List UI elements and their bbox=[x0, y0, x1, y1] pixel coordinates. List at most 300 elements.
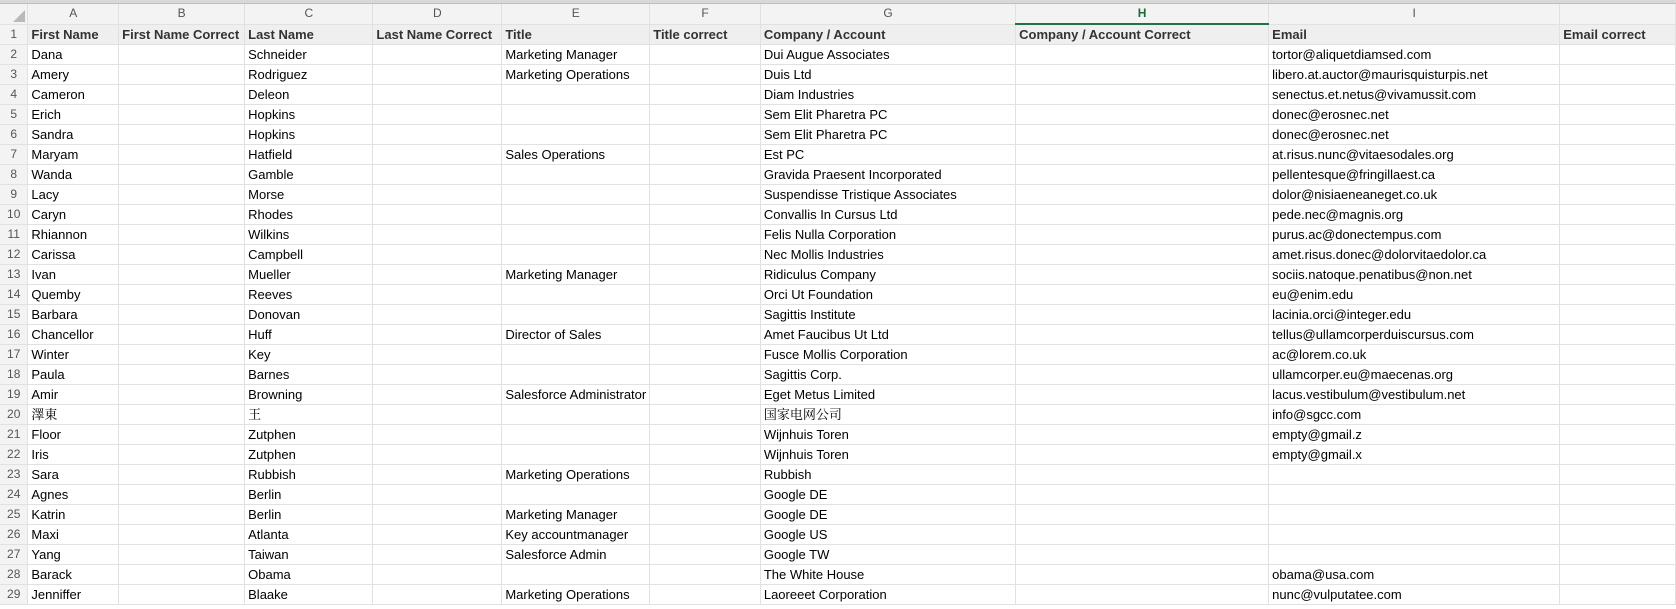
row-header[interactable]: 15 bbox=[0, 305, 28, 325]
cell[interactable] bbox=[1560, 65, 1676, 85]
cell[interactable] bbox=[373, 365, 502, 385]
cell[interactable]: Campbell bbox=[245, 245, 373, 265]
cell[interactable] bbox=[373, 305, 502, 325]
cell[interactable]: Dana bbox=[28, 45, 119, 65]
cell[interactable] bbox=[1269, 485, 1560, 505]
cell[interactable] bbox=[650, 105, 761, 125]
cell[interactable] bbox=[502, 165, 650, 185]
cell[interactable]: Google US bbox=[760, 525, 1015, 545]
cell[interactable]: Wilkins bbox=[245, 225, 373, 245]
cell[interactable]: Berlin bbox=[245, 485, 373, 505]
cell[interactable]: Google TW bbox=[760, 545, 1015, 565]
cell[interactable] bbox=[1016, 165, 1269, 185]
cell[interactable]: purus.ac@donectempus.com bbox=[1269, 225, 1560, 245]
cell[interactable]: First Name Correct bbox=[119, 24, 245, 45]
cell[interactable] bbox=[119, 565, 245, 585]
cell[interactable]: Nec Mollis Industries bbox=[760, 245, 1015, 265]
cell[interactable] bbox=[502, 345, 650, 365]
row-header[interactable]: 20 bbox=[0, 405, 28, 425]
cell[interactable] bbox=[1269, 465, 1560, 485]
cell[interactable] bbox=[1016, 205, 1269, 225]
cell[interactable] bbox=[373, 45, 502, 65]
cell[interactable] bbox=[650, 345, 761, 365]
cell[interactable]: Google DE bbox=[760, 485, 1015, 505]
cell[interactable]: Rhiannon bbox=[28, 225, 119, 245]
cell[interactable]: Carissa bbox=[28, 245, 119, 265]
cell[interactable] bbox=[119, 445, 245, 465]
cell[interactable]: Deleon bbox=[245, 85, 373, 105]
cell[interactable] bbox=[1016, 105, 1269, 125]
cell[interactable] bbox=[1016, 365, 1269, 385]
column-header-extra[interactable] bbox=[1560, 4, 1676, 24]
cell[interactable]: Caryn bbox=[28, 205, 119, 225]
cell[interactable]: Ridiculus Company bbox=[760, 265, 1015, 285]
cell[interactable]: Rodriguez bbox=[245, 65, 373, 85]
cell[interactable]: Google DE bbox=[760, 505, 1015, 525]
cell[interactable]: Key bbox=[245, 345, 373, 365]
cell[interactable]: Email correct bbox=[1560, 24, 1676, 45]
cell[interactable] bbox=[650, 505, 761, 525]
cell[interactable] bbox=[119, 585, 245, 605]
cell[interactable] bbox=[650, 585, 761, 605]
cell[interactable] bbox=[502, 485, 650, 505]
cell[interactable]: Marketing Manager bbox=[502, 45, 650, 65]
cell[interactable]: Paula bbox=[28, 365, 119, 385]
cell[interactable]: Sandra bbox=[28, 125, 119, 145]
column-header-i[interactable]: I bbox=[1269, 4, 1560, 24]
cell[interactable]: Cameron bbox=[28, 85, 119, 105]
cell[interactable] bbox=[1560, 85, 1676, 105]
column-header-a[interactable]: A bbox=[28, 4, 119, 24]
row-header[interactable]: 6 bbox=[0, 125, 28, 145]
cell[interactable] bbox=[373, 345, 502, 365]
cell[interactable] bbox=[119, 505, 245, 525]
cell[interactable]: Key accountmanager bbox=[502, 525, 650, 545]
cell[interactable]: Marketing Operations bbox=[502, 465, 650, 485]
cell[interactable]: Zutphen bbox=[245, 425, 373, 445]
cell[interactable] bbox=[502, 425, 650, 445]
cell[interactable] bbox=[650, 545, 761, 565]
cell[interactable] bbox=[1016, 285, 1269, 305]
cell[interactable]: Email bbox=[1269, 24, 1560, 45]
cell[interactable] bbox=[650, 145, 761, 165]
cell[interactable] bbox=[650, 205, 761, 225]
cell[interactable]: Sem Elit Pharetra PC bbox=[760, 105, 1015, 125]
column-header-d[interactable]: D bbox=[373, 4, 502, 24]
row-header[interactable]: 4 bbox=[0, 85, 28, 105]
cell[interactable]: Amet Faucibus Ut Ltd bbox=[760, 325, 1015, 345]
cell[interactable] bbox=[1016, 185, 1269, 205]
cell[interactable]: Maryam bbox=[28, 145, 119, 165]
cell[interactable]: Berlin bbox=[245, 505, 373, 525]
cell[interactable] bbox=[1560, 485, 1676, 505]
cell[interactable] bbox=[1269, 525, 1560, 545]
cell[interactable] bbox=[502, 105, 650, 125]
cell[interactable]: Sagittis Corp. bbox=[760, 365, 1015, 385]
cell[interactable]: Atlanta bbox=[245, 525, 373, 545]
cell[interactable] bbox=[373, 525, 502, 545]
row-header[interactable]: 12 bbox=[0, 245, 28, 265]
cell[interactable] bbox=[650, 165, 761, 185]
cell[interactable]: Amery bbox=[28, 65, 119, 85]
cell[interactable] bbox=[1016, 345, 1269, 365]
cell[interactable] bbox=[1016, 325, 1269, 345]
cell[interactable]: The White House bbox=[760, 565, 1015, 585]
cell[interactable] bbox=[650, 265, 761, 285]
cell[interactable] bbox=[119, 325, 245, 345]
cell[interactable]: Company / Account Correct bbox=[1016, 24, 1269, 45]
cell[interactable]: donec@erosnec.net bbox=[1269, 105, 1560, 125]
cell[interactable]: at.risus.nunc@vitaesodales.org bbox=[1269, 145, 1560, 165]
cell[interactable]: empty@gmail.z bbox=[1269, 425, 1560, 445]
cell[interactable] bbox=[1560, 405, 1676, 425]
cell[interactable]: Last Name bbox=[245, 24, 373, 45]
cell[interactable]: pede.nec@magnis.org bbox=[1269, 205, 1560, 225]
cell[interactable] bbox=[119, 305, 245, 325]
cell[interactable]: dolor@nisiaeneaneget.co.uk bbox=[1269, 185, 1560, 205]
cell[interactable]: Hopkins bbox=[245, 125, 373, 145]
cell[interactable] bbox=[1560, 245, 1676, 265]
cell[interactable] bbox=[1560, 565, 1676, 585]
row-header[interactable]: 2 bbox=[0, 45, 28, 65]
cell[interactable]: Katrin bbox=[28, 505, 119, 525]
cell[interactable] bbox=[1560, 305, 1676, 325]
row-header[interactable]: 29 bbox=[0, 585, 28, 605]
cell[interactable] bbox=[373, 285, 502, 305]
cell[interactable] bbox=[119, 205, 245, 225]
cell[interactable]: Hopkins bbox=[245, 105, 373, 125]
cell[interactable] bbox=[1016, 525, 1269, 545]
cell[interactable] bbox=[119, 225, 245, 245]
cell[interactable] bbox=[373, 125, 502, 145]
cell[interactable]: Gravida Praesent Incorporated bbox=[760, 165, 1015, 185]
cell[interactable] bbox=[373, 205, 502, 225]
cell[interactable] bbox=[1560, 545, 1676, 565]
cell[interactable] bbox=[119, 45, 245, 65]
cell[interactable] bbox=[650, 565, 761, 585]
cell[interactable] bbox=[502, 405, 650, 425]
cell[interactable]: Huff bbox=[245, 325, 373, 345]
row-header[interactable]: 5 bbox=[0, 105, 28, 125]
cell[interactable] bbox=[119, 545, 245, 565]
cell[interactable]: Dui Augue Associates bbox=[760, 45, 1015, 65]
cell[interactable] bbox=[1016, 65, 1269, 85]
cell[interactable] bbox=[119, 465, 245, 485]
cell[interactable] bbox=[1560, 325, 1676, 345]
row-header[interactable]: 8 bbox=[0, 165, 28, 185]
cell[interactable] bbox=[502, 205, 650, 225]
row-header[interactable]: 7 bbox=[0, 145, 28, 165]
cell[interactable] bbox=[1560, 585, 1676, 605]
cell[interactable] bbox=[650, 305, 761, 325]
cell[interactable] bbox=[1016, 585, 1269, 605]
cell[interactable] bbox=[119, 425, 245, 445]
cell[interactable]: Salesforce Administrator bbox=[502, 385, 650, 405]
cell[interactable]: Mueller bbox=[245, 265, 373, 285]
cell[interactable]: Rhodes bbox=[245, 205, 373, 225]
cell[interactable] bbox=[650, 425, 761, 445]
cell[interactable]: Diam Industries bbox=[760, 85, 1015, 105]
cell[interactable] bbox=[650, 285, 761, 305]
cell[interactable] bbox=[502, 565, 650, 585]
cell[interactable]: Laoreeet Corporation bbox=[760, 585, 1015, 605]
cell[interactable] bbox=[373, 465, 502, 485]
cell[interactable]: lacinia.orci@integer.edu bbox=[1269, 305, 1560, 325]
cell[interactable] bbox=[119, 525, 245, 545]
cell[interactable] bbox=[1016, 45, 1269, 65]
cell[interactable]: sociis.natoque.penatibus@non.net bbox=[1269, 265, 1560, 285]
cell[interactable] bbox=[650, 85, 761, 105]
cell[interactable] bbox=[373, 445, 502, 465]
cell[interactable] bbox=[119, 85, 245, 105]
cell[interactable] bbox=[1016, 465, 1269, 485]
column-header-c[interactable]: C bbox=[245, 4, 373, 24]
cell[interactable]: Erich bbox=[28, 105, 119, 125]
cell[interactable] bbox=[1560, 165, 1676, 185]
cell[interactable] bbox=[1560, 365, 1676, 385]
cell[interactable]: Wijnhuis Toren bbox=[760, 445, 1015, 465]
cell[interactable]: Blaake bbox=[245, 585, 373, 605]
cell[interactable]: 王 bbox=[245, 405, 373, 425]
row-header[interactable]: 1 bbox=[0, 24, 28, 45]
cell[interactable] bbox=[1560, 465, 1676, 485]
cell[interactable] bbox=[1016, 145, 1269, 165]
cell[interactable] bbox=[650, 465, 761, 485]
cell[interactable]: Donovan bbox=[245, 305, 373, 325]
cell[interactable]: Zutphen bbox=[245, 445, 373, 465]
cell[interactable]: Last Name Correct bbox=[373, 24, 502, 45]
row-header[interactable]: 28 bbox=[0, 565, 28, 585]
cell[interactable] bbox=[650, 365, 761, 385]
cell[interactable]: tellus@ullamcorperduiscursus.com bbox=[1269, 325, 1560, 345]
cell[interactable] bbox=[373, 585, 502, 605]
cell[interactable] bbox=[373, 385, 502, 405]
row-header[interactable]: 19 bbox=[0, 385, 28, 405]
cell[interactable]: info@sgcc.com bbox=[1269, 405, 1560, 425]
cell[interactable]: Maxi bbox=[28, 525, 119, 545]
cell[interactable]: Wanda bbox=[28, 165, 119, 185]
cell[interactable]: Suspendisse Tristique Associates bbox=[760, 185, 1015, 205]
cell[interactable]: Jenniffer bbox=[28, 585, 119, 605]
row-header[interactable]: 22 bbox=[0, 445, 28, 465]
cell[interactable]: Floor bbox=[28, 425, 119, 445]
cell[interactable]: Reeves bbox=[245, 285, 373, 305]
cell[interactable]: Yang bbox=[28, 545, 119, 565]
cell[interactable]: Sagittis Institute bbox=[760, 305, 1015, 325]
cell[interactable] bbox=[119, 125, 245, 145]
cell[interactable] bbox=[1560, 345, 1676, 365]
cell[interactable] bbox=[502, 185, 650, 205]
cell[interactable]: amet.risus.donec@dolorvitaedolor.ca bbox=[1269, 245, 1560, 265]
cell[interactable]: Rubbish bbox=[245, 465, 373, 485]
cell[interactable]: pellentesque@fringillaest.ca bbox=[1269, 165, 1560, 185]
cell[interactable] bbox=[650, 185, 761, 205]
cell[interactable] bbox=[650, 405, 761, 425]
cell[interactable]: Ivan bbox=[28, 265, 119, 285]
cell[interactable] bbox=[502, 365, 650, 385]
cell[interactable]: empty@gmail.x bbox=[1269, 445, 1560, 465]
cell[interactable]: Barack bbox=[28, 565, 119, 585]
cell[interactable]: 国家电网公司 bbox=[760, 405, 1015, 425]
cell[interactable]: obama@usa.com bbox=[1269, 565, 1560, 585]
cell[interactable]: Winter bbox=[28, 345, 119, 365]
cell[interactable] bbox=[373, 65, 502, 85]
cell[interactable] bbox=[1560, 425, 1676, 445]
cell[interactable] bbox=[373, 425, 502, 445]
cell[interactable] bbox=[1560, 145, 1676, 165]
cell[interactable]: Agnes bbox=[28, 485, 119, 505]
cell[interactable]: ullamcorper.eu@maecenas.org bbox=[1269, 365, 1560, 385]
cell[interactable]: Marketing Manager bbox=[502, 265, 650, 285]
cell[interactable] bbox=[119, 245, 245, 265]
column-header-h[interactable]: H bbox=[1016, 4, 1269, 24]
cell[interactable] bbox=[1016, 305, 1269, 325]
cell[interactable]: Iris bbox=[28, 445, 119, 465]
cell[interactable] bbox=[373, 85, 502, 105]
column-header-b[interactable]: B bbox=[119, 4, 245, 24]
cell[interactable]: Quemby bbox=[28, 285, 119, 305]
column-header-f[interactable]: F bbox=[650, 4, 761, 24]
cell[interactable]: Fusce Mollis Corporation bbox=[760, 345, 1015, 365]
cell[interactable]: senectus.et.netus@vivamussit.com bbox=[1269, 85, 1560, 105]
cell[interactable] bbox=[1016, 505, 1269, 525]
cell[interactable] bbox=[650, 45, 761, 65]
cell[interactable] bbox=[373, 405, 502, 425]
cell[interactable]: Taiwan bbox=[245, 545, 373, 565]
cell[interactable] bbox=[1560, 125, 1676, 145]
cell[interactable] bbox=[1016, 385, 1269, 405]
cell[interactable]: Orci Ut Foundation bbox=[760, 285, 1015, 305]
cell[interactable]: Marketing Operations bbox=[502, 65, 650, 85]
cell[interactable] bbox=[650, 225, 761, 245]
column-header-e[interactable]: E bbox=[502, 4, 650, 24]
cell[interactable] bbox=[1560, 185, 1676, 205]
cell[interactable]: tortor@aliquetdiamsed.com bbox=[1269, 45, 1560, 65]
row-header[interactable]: 27 bbox=[0, 545, 28, 565]
cell[interactable] bbox=[119, 145, 245, 165]
cell[interactable]: Director of Sales bbox=[502, 325, 650, 345]
row-header[interactable]: 25 bbox=[0, 505, 28, 525]
row-header[interactable]: 21 bbox=[0, 425, 28, 445]
cell[interactable] bbox=[1560, 265, 1676, 285]
cell[interactable] bbox=[119, 165, 245, 185]
cell[interactable] bbox=[650, 125, 761, 145]
cell[interactable] bbox=[1016, 85, 1269, 105]
cell[interactable]: Company / Account bbox=[760, 24, 1015, 45]
cell[interactable] bbox=[119, 385, 245, 405]
cell[interactable]: lacus.vestibulum@vestibulum.net bbox=[1269, 385, 1560, 405]
cell[interactable] bbox=[119, 105, 245, 125]
cell[interactable]: Title bbox=[502, 24, 650, 45]
cell[interactable]: Est PC bbox=[760, 145, 1015, 165]
cell[interactable] bbox=[119, 285, 245, 305]
row-header[interactable]: 14 bbox=[0, 285, 28, 305]
cell[interactable] bbox=[1560, 225, 1676, 245]
cell[interactable]: Sem Elit Pharetra PC bbox=[760, 125, 1015, 145]
cell[interactable] bbox=[373, 265, 502, 285]
cell[interactable]: Rubbish bbox=[760, 465, 1015, 485]
cell[interactable] bbox=[1560, 505, 1676, 525]
cell[interactable] bbox=[1016, 485, 1269, 505]
cell[interactable] bbox=[373, 185, 502, 205]
cell[interactable] bbox=[650, 325, 761, 345]
cell[interactable] bbox=[1016, 425, 1269, 445]
cell[interactable] bbox=[502, 285, 650, 305]
row-header[interactable]: 3 bbox=[0, 65, 28, 85]
cell[interactable] bbox=[650, 445, 761, 465]
cell[interactable]: libero.at.auctor@maurisquisturpis.net bbox=[1269, 65, 1560, 85]
cell[interactable]: Hatfield bbox=[245, 145, 373, 165]
cell[interactable]: Chancellor bbox=[28, 325, 119, 345]
cell[interactable]: Sales Operations bbox=[502, 145, 650, 165]
cell[interactable]: Title correct bbox=[650, 24, 761, 45]
cell[interactable]: Gamble bbox=[245, 165, 373, 185]
cell[interactable] bbox=[1016, 565, 1269, 585]
cell[interactable]: nunc@vulputatee.com bbox=[1269, 585, 1560, 605]
cell[interactable] bbox=[502, 225, 650, 245]
cell[interactable]: Barbara bbox=[28, 305, 119, 325]
cell[interactable]: Marketing Operations bbox=[502, 585, 650, 605]
cell[interactable]: Sara bbox=[28, 465, 119, 485]
cell[interactable] bbox=[119, 485, 245, 505]
cell[interactable] bbox=[1560, 445, 1676, 465]
cell[interactable]: Morse bbox=[245, 185, 373, 205]
cell[interactable] bbox=[1016, 225, 1269, 245]
cell[interactable] bbox=[373, 545, 502, 565]
cell[interactable]: First Name bbox=[28, 24, 119, 45]
cell[interactable] bbox=[373, 165, 502, 185]
cell[interactable]: Felis Nulla Corporation bbox=[760, 225, 1015, 245]
cell[interactable] bbox=[502, 305, 650, 325]
cell[interactable] bbox=[1016, 545, 1269, 565]
cell[interactable]: ac@lorem.co.uk bbox=[1269, 345, 1560, 365]
row-header[interactable]: 23 bbox=[0, 465, 28, 485]
row-header[interactable]: 16 bbox=[0, 325, 28, 345]
cell[interactable] bbox=[1560, 525, 1676, 545]
cell[interactable]: Eget Metus Limited bbox=[760, 385, 1015, 405]
cell[interactable] bbox=[1560, 105, 1676, 125]
cell[interactable]: Duis Ltd bbox=[760, 65, 1015, 85]
cell[interactable]: Obama bbox=[245, 565, 373, 585]
cell[interactable] bbox=[1016, 445, 1269, 465]
cell[interactable]: Amir bbox=[28, 385, 119, 405]
cell[interactable] bbox=[119, 405, 245, 425]
cell[interactable] bbox=[373, 225, 502, 245]
cell[interactable] bbox=[502, 245, 650, 265]
cell[interactable]: 澤東 bbox=[28, 405, 119, 425]
cell[interactable] bbox=[1016, 125, 1269, 145]
cell[interactable] bbox=[373, 485, 502, 505]
cell[interactable] bbox=[373, 325, 502, 345]
cell[interactable] bbox=[650, 65, 761, 85]
cell[interactable] bbox=[1560, 385, 1676, 405]
cell[interactable] bbox=[502, 445, 650, 465]
cell[interactable] bbox=[119, 185, 245, 205]
row-header[interactable]: 17 bbox=[0, 345, 28, 365]
row-header[interactable]: 26 bbox=[0, 525, 28, 545]
cell[interactable] bbox=[373, 105, 502, 125]
row-header[interactable]: 13 bbox=[0, 265, 28, 285]
row-header[interactable]: 9 bbox=[0, 185, 28, 205]
cell[interactable] bbox=[650, 525, 761, 545]
cell[interactable]: Schneider bbox=[245, 45, 373, 65]
column-header-g[interactable]: G bbox=[760, 4, 1015, 24]
cell[interactable] bbox=[1269, 545, 1560, 565]
cell[interactable] bbox=[373, 145, 502, 165]
cell[interactable]: Barnes bbox=[245, 365, 373, 385]
cell[interactable] bbox=[502, 125, 650, 145]
cell[interactable] bbox=[119, 65, 245, 85]
